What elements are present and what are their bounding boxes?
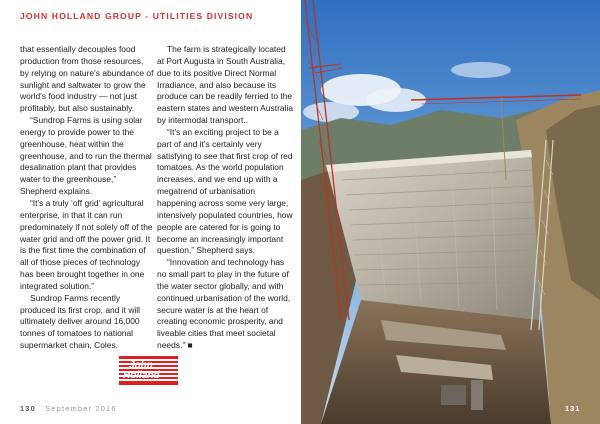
page-number-left: 130 [20,404,36,413]
logo-line-1: John [129,360,153,371]
paragraph: that essentially decouples food production from those resources, by relying on nature's abundance of sunlight and saltwater to grow the world's food industry — not just profitably, but also sustainably. [20,44,154,114]
text-column-right [157,44,293,352]
john-holland-logo [119,356,178,385]
right-page-photo [301,0,600,424]
text-column-left [20,44,154,352]
issue-date: September 2016 [45,404,117,413]
paragraph: The farm is strategically located at Port Augusta in South Australia, due to its positive Direct Normal Irradiance, and also because its produce can be readily ferried to the eastern states and western Australia by intermodal transport.. [157,44,294,126]
dam-construction-photo [301,0,600,424]
paragraph: “It's a truly ‘off grid’ agricultural enterprise, in that it can run predominately if not solely off of the water grid and off the power grid. It is the first time the combination of all of those pieces of technology has been brought together in one integrated solution.” [20,197,153,291]
page-number-right: 131 [565,404,581,413]
paragraph: “It's an exciting project to be a part of and it's certainly very satisfying to see that first crop of red tomatoes. As the world population increases, and we end up with a megatrend of urbanisation happening across some very large, intensively populated countries, how people are catered for is going to become an increasingly important question,” Shepherd says. [157,126,293,256]
paragraph: “Innovation and technology has no small part to play in the future of the water sector globally, and with continued urbanisation of the world, secure water is at the heart of creating economic prosperity, and liveable cities that meet societal needs.” ■ [157,257,291,351]
paragraph: Sundrop Farms recently produced its first crop, and it will ultimately deliver around 16,000 tonnes of tomatoes to national supermarket chain, Coles. [20,292,141,351]
logo-line-2: Holland [123,370,160,381]
section-header: JOHN HOLLAND GROUP - UTILITIES DIVISION [20,11,254,21]
footer-left [20,404,117,413]
paragraph: “Sundrop Farms is using solar energy to provide power to the greenhouse, heat within the greenhouse, and to run the thermal desalination plant that provides water to the greenhouse,” Shepherd explains. [20,115,152,197]
